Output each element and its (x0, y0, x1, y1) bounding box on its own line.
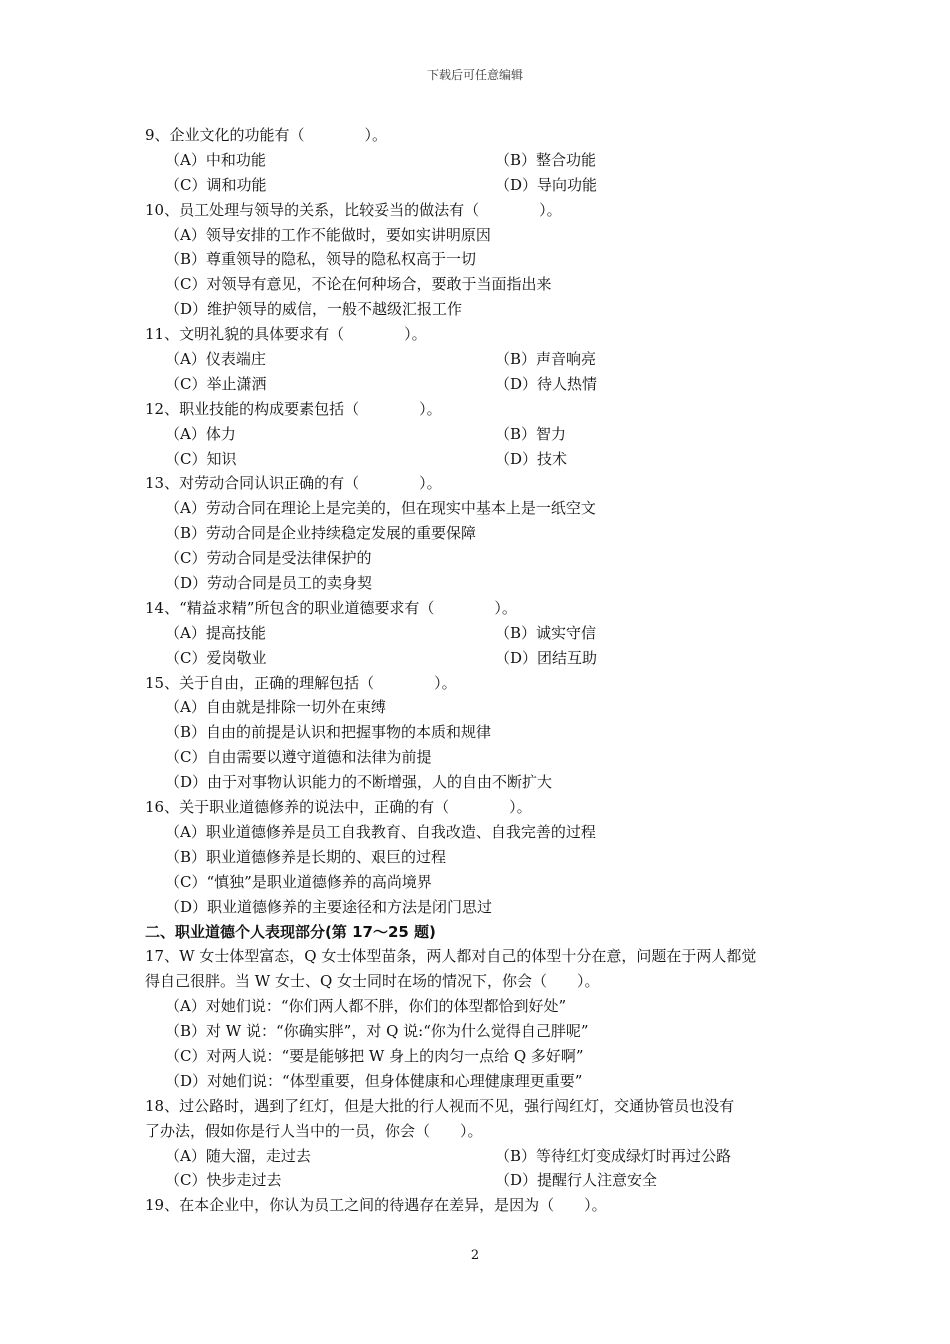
option-text: （C）对领导有意见，不论在何种场合，要敢于当面指出来 (165, 275, 552, 294)
option-row (145, 621, 825, 646)
option-row (145, 148, 825, 173)
option-left: （C）举止潇洒 (165, 374, 267, 393)
option-text: （B）职业道德修养是长期的、艰巨的过程 (165, 847, 447, 866)
option-text: （C）劳动合同是受法律保护的 (165, 549, 372, 568)
option-right: （D）提醒行人注意安全 (495, 1171, 658, 1190)
section-heading: 二、职业道德个人表现部分(第 17～25 题) (145, 922, 436, 941)
page-header: 下载后可任意编辑 (426, 68, 523, 82)
question-text: 18、过公路时，遇到了红灯，但是大批的行人视而不见，强行闯红灯，交通协管员也没有 (145, 1096, 735, 1115)
option-row (145, 646, 825, 671)
question-text: 了办法，假如你是行人当中的一员，你会（ ）。 (145, 1121, 483, 1140)
option-right: （D）技术 (495, 449, 568, 468)
option-text: （D）对她们说：“体型重要，但身体健康和心理健康理更重要” (165, 1071, 583, 1090)
option-text: （D）维护领导的威信，一般不越级汇报工作 (165, 300, 463, 319)
option-left: （A）体力 (165, 424, 236, 443)
option-right: （B）整合功能 (495, 150, 597, 169)
option-text: （B）尊重领导的隐私，领导的隐私权高于一切 (165, 250, 477, 269)
option-text: （C）自由需要以遵守道德和法律为前提 (165, 748, 432, 767)
option-text: （A）自由就是排除一切外在束缚 (165, 698, 386, 717)
option-row (145, 347, 825, 372)
option-text: （B）自由的前提是认识和把握事物的本质和规律 (165, 723, 492, 742)
option-right: （D）团结互助 (495, 648, 598, 667)
option-right: （D）待人热情 (495, 374, 598, 393)
option-right: （B）等待红灯变成绿灯时再过公路 (495, 1146, 732, 1165)
question-text: 13、对劳动合同认识正确的有（ ）。 (145, 474, 442, 493)
option-text: （A）劳动合同在理论上是完美的，但在现实中基本上是一纸空文 (165, 499, 596, 518)
question-text: 16、关于职业道德修养的说法中，正确的有（ ）。 (145, 798, 532, 817)
option-text: （D）由于对事物认识能力的不断增强，人的自由不断扩大 (165, 773, 553, 792)
option-left: （A）提高技能 (165, 623, 266, 642)
option-left: （C）调和功能 (165, 175, 267, 194)
option-right: （D）导向功能 (495, 175, 598, 194)
option-text: （C）对两人说：“要是能够把 W 身上的肉匀一点给 Q 多好啊” (165, 1046, 584, 1065)
option-row (145, 372, 825, 397)
option-right: （B）诚实守信 (495, 623, 597, 642)
question-text: 15、关于自由，正确的理解包括（ ）。 (145, 673, 457, 692)
option-row (145, 422, 825, 447)
question-text: 17、W 女士体型富态，Q 女士体型苗条，两人都对自己的体型十分在意，问题在于两人都觉 (145, 947, 757, 966)
option-left: （C）快步走过去 (165, 1171, 282, 1190)
option-row (145, 1144, 825, 1169)
option-text: （B）劳动合同是企业持续稳定发展的重要保障 (165, 524, 477, 543)
question-text: 11、文明礼貌的具体要求有（ ）。 (145, 325, 427, 344)
question-text: 10、员工处理与领导的关系，比较妥当的做法有（ ）。 (145, 200, 562, 219)
option-right: （B）智力 (495, 424, 567, 443)
question-text: 得自己很胖。当 W 女士、Q 女士同时在场的情况下，你会（ ）。 (145, 972, 600, 991)
question-text: 14、“精益求精”所包含的职业道德要求有（ ）。 (145, 598, 517, 617)
option-text: （B）对 W 说：“你确实胖”，对 Q 说:“你为什么觉得自己胖呢” (165, 1022, 589, 1041)
question-text: 9、企业文化的功能有（ ）。 (145, 126, 388, 144)
page-number: 2 (470, 1248, 480, 1263)
option-row (145, 447, 825, 472)
option-left: （A）随大溜，走过去 (165, 1146, 311, 1165)
option-text: （A）领导安排的工作不能做时，要如实讲明原因 (165, 225, 491, 244)
question-text: 12、职业技能的构成要素包括（ ）。 (145, 399, 442, 418)
option-row (145, 1168, 825, 1193)
option-text: （C）“慎独”是职业道德修养的高尚境界 (165, 872, 432, 891)
option-left: （A）仪表端庄 (165, 350, 266, 369)
option-text: （A）对她们说：“你们两人都不胖，你们的体型都恰到好处” (165, 997, 567, 1016)
document-body (145, 123, 825, 1218)
option-right: （B）声音响亮 (495, 350, 597, 369)
option-row (145, 173, 825, 198)
question-text: 19、在本企业中，你认为员工之间的待遇存在差异，是因为（ ）。 (145, 1196, 607, 1215)
option-text: （A）职业道德修养是员工自我教育、自我改造、自我完善的过程 (165, 822, 596, 841)
option-left: （A）中和功能 (165, 150, 266, 169)
option-text: （D）职业道德修养的主要途径和方法是闭门思过 (165, 897, 493, 916)
option-text: （D）劳动合同是员工的卖身契 (165, 574, 373, 593)
option-left: （C）爱岗敬业 (165, 648, 267, 667)
option-left: （C）知识 (165, 449, 237, 468)
